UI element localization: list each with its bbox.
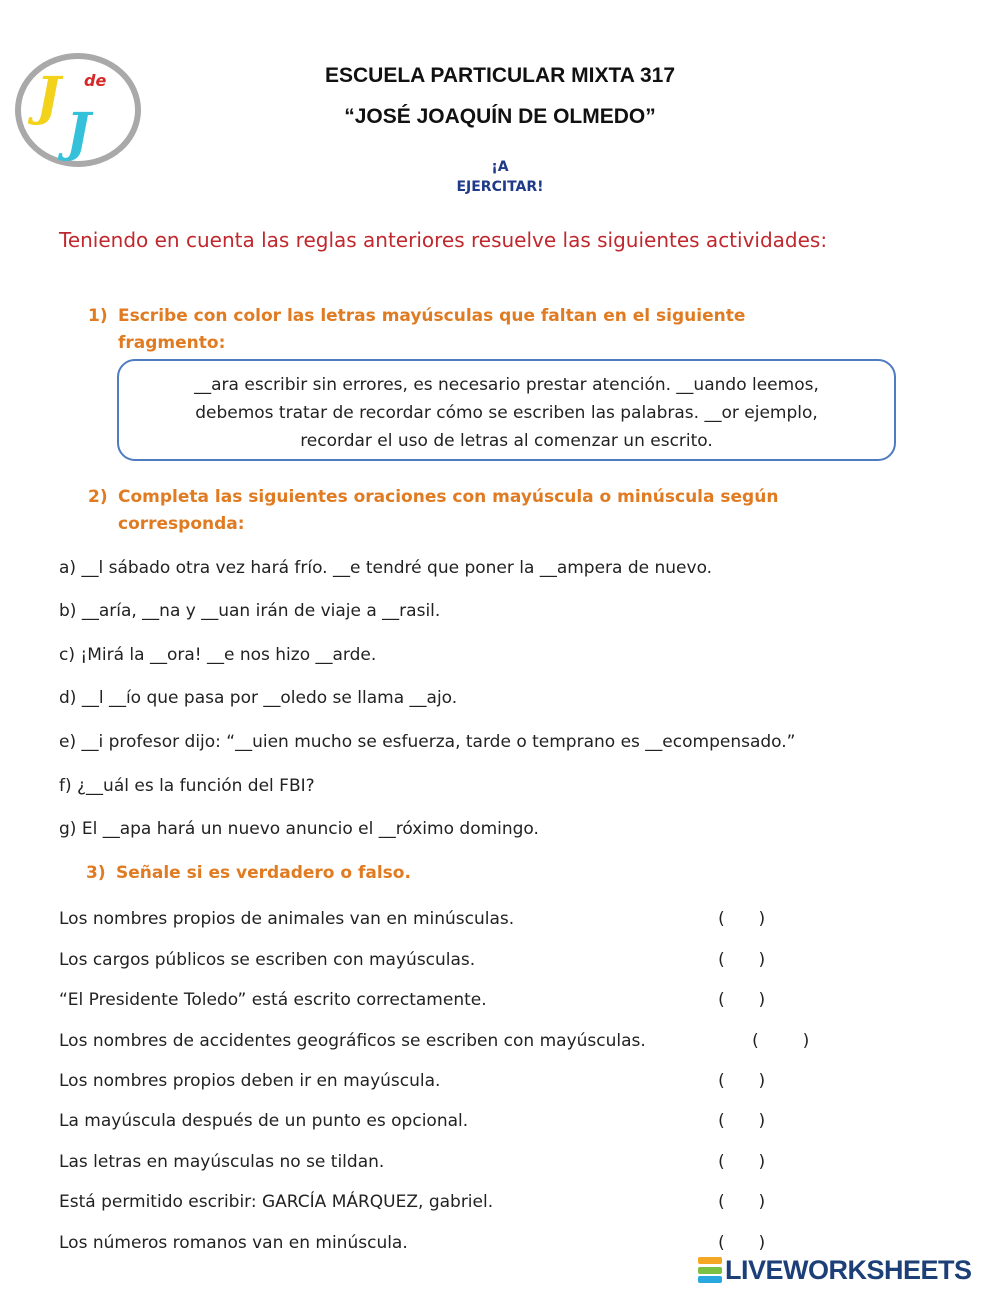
tf-answer-box[interactable]: ( ) (716, 950, 768, 970)
section-3-title (86, 860, 411, 887)
logo-letter-2: J (66, 102, 91, 163)
logo-letter-1: J (36, 66, 61, 127)
tf-statement: Los nombres propios deben ir en mayúscula. (59, 1071, 441, 1091)
tf-statement: Las letras en mayúsculas no se tildan. (59, 1152, 385, 1172)
section-1-title-line2: fragmento: (118, 333, 226, 353)
section-2-title-line1: Completa las siguientes oraciones con mayúscula o minúscula según (118, 487, 779, 507)
tf-answer-box[interactable]: ( ) (716, 990, 768, 1010)
tf-statement: La mayúscula después de un punto es opcional. (59, 1111, 469, 1131)
liveworksheets-brand (698, 1255, 972, 1285)
section-1-title-line1: Escribe con color las letras mayúsculas que faltan en el siguiente (118, 306, 746, 326)
tf-answer-box[interactable]: ( ) (716, 1152, 768, 1172)
tf-statement: “El Presidente Toledo” está escrito correctamente. (59, 990, 487, 1010)
school-patron: “JOSÉ JOAQUÍN DE OLMEDO” (344, 105, 656, 128)
liveworksheets-icon (698, 1257, 722, 1283)
tf-answer-box[interactable]: ( ) (716, 1192, 768, 1212)
section-1-number: 1) (88, 306, 108, 326)
exercise-heading (0, 157, 1000, 197)
sentence-g: g) El __apa hará un nuevo anuncio el __róximo domingo. (59, 819, 539, 839)
exercise-heading-line2: EJERCITAR! (456, 179, 544, 195)
fragment-line: recordar el uso de letras al comenzar un escrito. (300, 431, 713, 451)
intro-text: Teniendo en cuenta las reglas anteriores resuelve las siguientes actividades: (59, 228, 828, 252)
tf-answer-box[interactable]: ( ) (716, 1071, 768, 1091)
section-3-title-text: Señale si es verdadero o falso. (116, 863, 411, 883)
tf-statement: Los números romanos van en minúscula. (59, 1233, 408, 1253)
tf-answer-box[interactable]: ( ) (750, 1031, 812, 1051)
sentence-f: f) ¿__uál es la función del FBI? (59, 776, 315, 796)
fragment-line: __ara escribir sin errores, es necesario prestar atención. __uando leemos, (194, 375, 819, 395)
sentence-c: c) ¡Mirá la __ora! __e nos hizo __arde. (59, 645, 377, 665)
section-3-number: 3) (86, 863, 106, 883)
tf-statement: Los nombres de accidentes geográficos se escriben con mayúsculas. (59, 1031, 646, 1051)
logo-de: de (84, 71, 107, 90)
section-1-title (88, 303, 745, 357)
tf-answer-box[interactable]: ( ) (716, 909, 768, 929)
sentence-b: b) __aría, __na y __uan irán de viaje a __rasil. (59, 601, 441, 621)
school-name: ESCUELA PARTICULAR MIXTA 317 (324, 64, 676, 87)
sentence-e: e) __i profesor dijo: “__uien mucho se esfuerza, tarde o temprano es __ecompensado.” (59, 732, 796, 752)
exercise-heading-line1: ¡A (491, 159, 509, 175)
tf-statement: Los cargos públicos se escriben con mayúsculas. (59, 950, 476, 970)
section-2-title-line2: corresponda: (118, 514, 245, 534)
tf-answer-box[interactable]: ( ) (716, 1233, 768, 1253)
tf-statement: Los nombres propios de animales van en minúsculas. (59, 909, 515, 929)
tf-statement: Está permitido escribir: GARCÍA MÁRQUEZ, gabriel. (59, 1192, 494, 1212)
tf-answer-box[interactable]: ( ) (716, 1111, 768, 1131)
sentence-d: d) __l __ío que pasa por __oledo se llama __ajo. (59, 688, 458, 708)
section-2-number: 2) (88, 487, 108, 507)
liveworksheets-text: LIVEWORKSHEETS (725, 1254, 972, 1285)
sentence-a: a) __l sábado otra vez hará frío. __e tendré que poner la __ampera de nuevo. (59, 558, 713, 578)
fragment-line: debemos tratar de recordar cómo se escriben las palabras. __or ejemplo, (195, 403, 818, 423)
fragment-box (117, 359, 896, 461)
section-2-title (88, 484, 778, 538)
